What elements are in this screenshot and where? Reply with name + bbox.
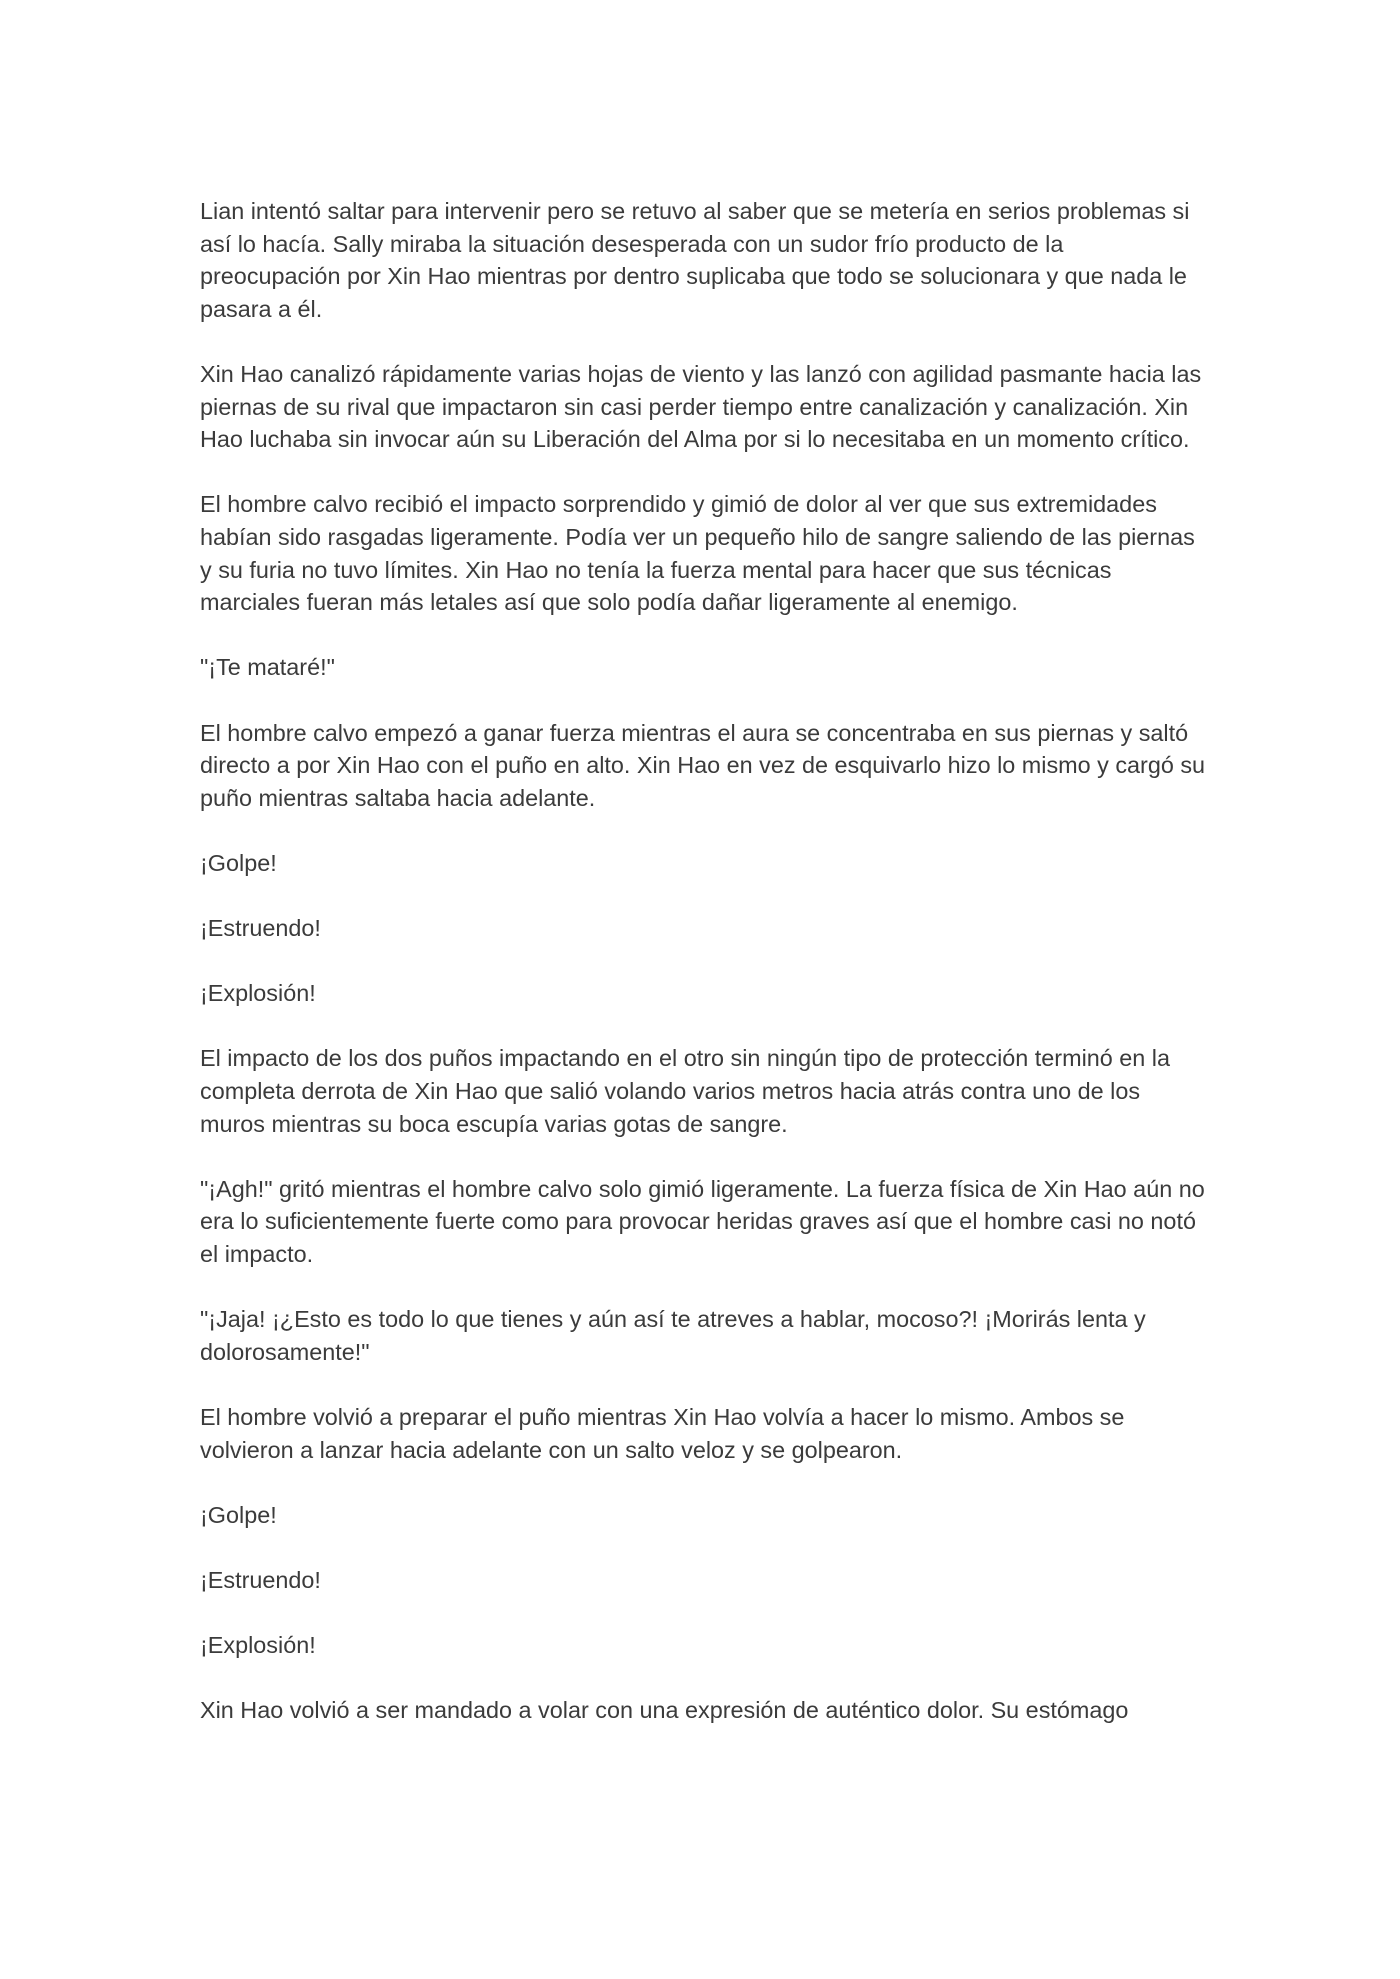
paragraph: Xin Hao volvió a ser mandado a volar con una expresión de auténtico dolor. Su estómago [200, 1697, 1129, 1724]
onomatopoeia-line: ¡Explosión! [200, 1632, 316, 1659]
paragraph: El impacto de los dos puños impactando en el otro sin ningún tipo de protección terminó en la completa derrota de Xin Hao que salió volando varios metros hacia atrás contra uno de los muros mientras su boca escupía varias gotas de sangre. [200, 1045, 1171, 1137]
paragraph: "¡Agh!" gritó mientras el hombre calvo solo gimió ligeramente. La fuerza física de Xin Hao aún no era lo suficientemente fuerte como para provocar heridas graves así que el hombre casi no notó el impacto. [200, 1175, 1205, 1267]
dialogue-line: "¡Te mataré!" [200, 654, 335, 681]
onomatopoeia-line: ¡Estruendo! [200, 915, 321, 942]
paragraph: Lian intentó saltar para intervenir pero se retuvo al saber que se metería en serios problemas si así lo hacía. Sally miraba la situación desesperada con un sudor frío producto de la preocupación por Xin Hao mientras por dentro suplicaba que todo se solucionara y que nada le pasara a él. [200, 198, 1190, 322]
onomatopoeia-line: ¡Golpe! [200, 849, 277, 876]
paragraph: Xin Hao canalizó rápidamente varias hojas de viento y las lanzó con agilidad pasmante hacia las piernas de su rival que impactaron sin casi perder tiempo entre canalización y canalización. Xin Hao luchaba sin invocar aún su Liberación del Alma por si lo necesitaba en un momento crítico. [200, 360, 1202, 453]
paragraph: El hombre calvo empezó a ganar fuerza mientras el aura se concentraba en sus piernas y saltó directo a por Xin Hao con el puño en alto. Xin Hao en vez de esquivarlo hizo lo mismo y cargó su puño mientras saltaba hacia adelante. [200, 719, 1206, 811]
onomatopoeia-line: ¡Estruendo! [200, 1566, 321, 1593]
paragraph: El hombre calvo recibió el impacto sorprendido y gimió de dolor al ver que sus extremidades habían sido rasgadas ligeramente. Podía ver un pequeño hilo de sangre saliendo de las piernas y su furia no tuvo límites. Xin Hao no tenía la fuerza mental para hacer que sus técnicas marciales fueran más letales así que solo podía dañar ligeramente al enemigo. [200, 491, 1195, 616]
onomatopoeia-line: ¡Golpe! [200, 1501, 277, 1528]
paragraph: El hombre volvió a preparar el puño mientras Xin Hao volvía a hacer lo mismo. Ambos se volvieron a lanzar hacia adelante con un salto veloz y se golpearon. [200, 1403, 1125, 1463]
onomatopoeia-line: ¡Explosión! [200, 980, 316, 1007]
body-text [200, 195, 1210, 1760]
dialogue-line: "¡Jaja! ¡¿Esto es todo lo que tienes y aún así te atreves a hablar, mocoso?! ¡Morirás lenta y dolorosamente!" [200, 1306, 1146, 1365]
